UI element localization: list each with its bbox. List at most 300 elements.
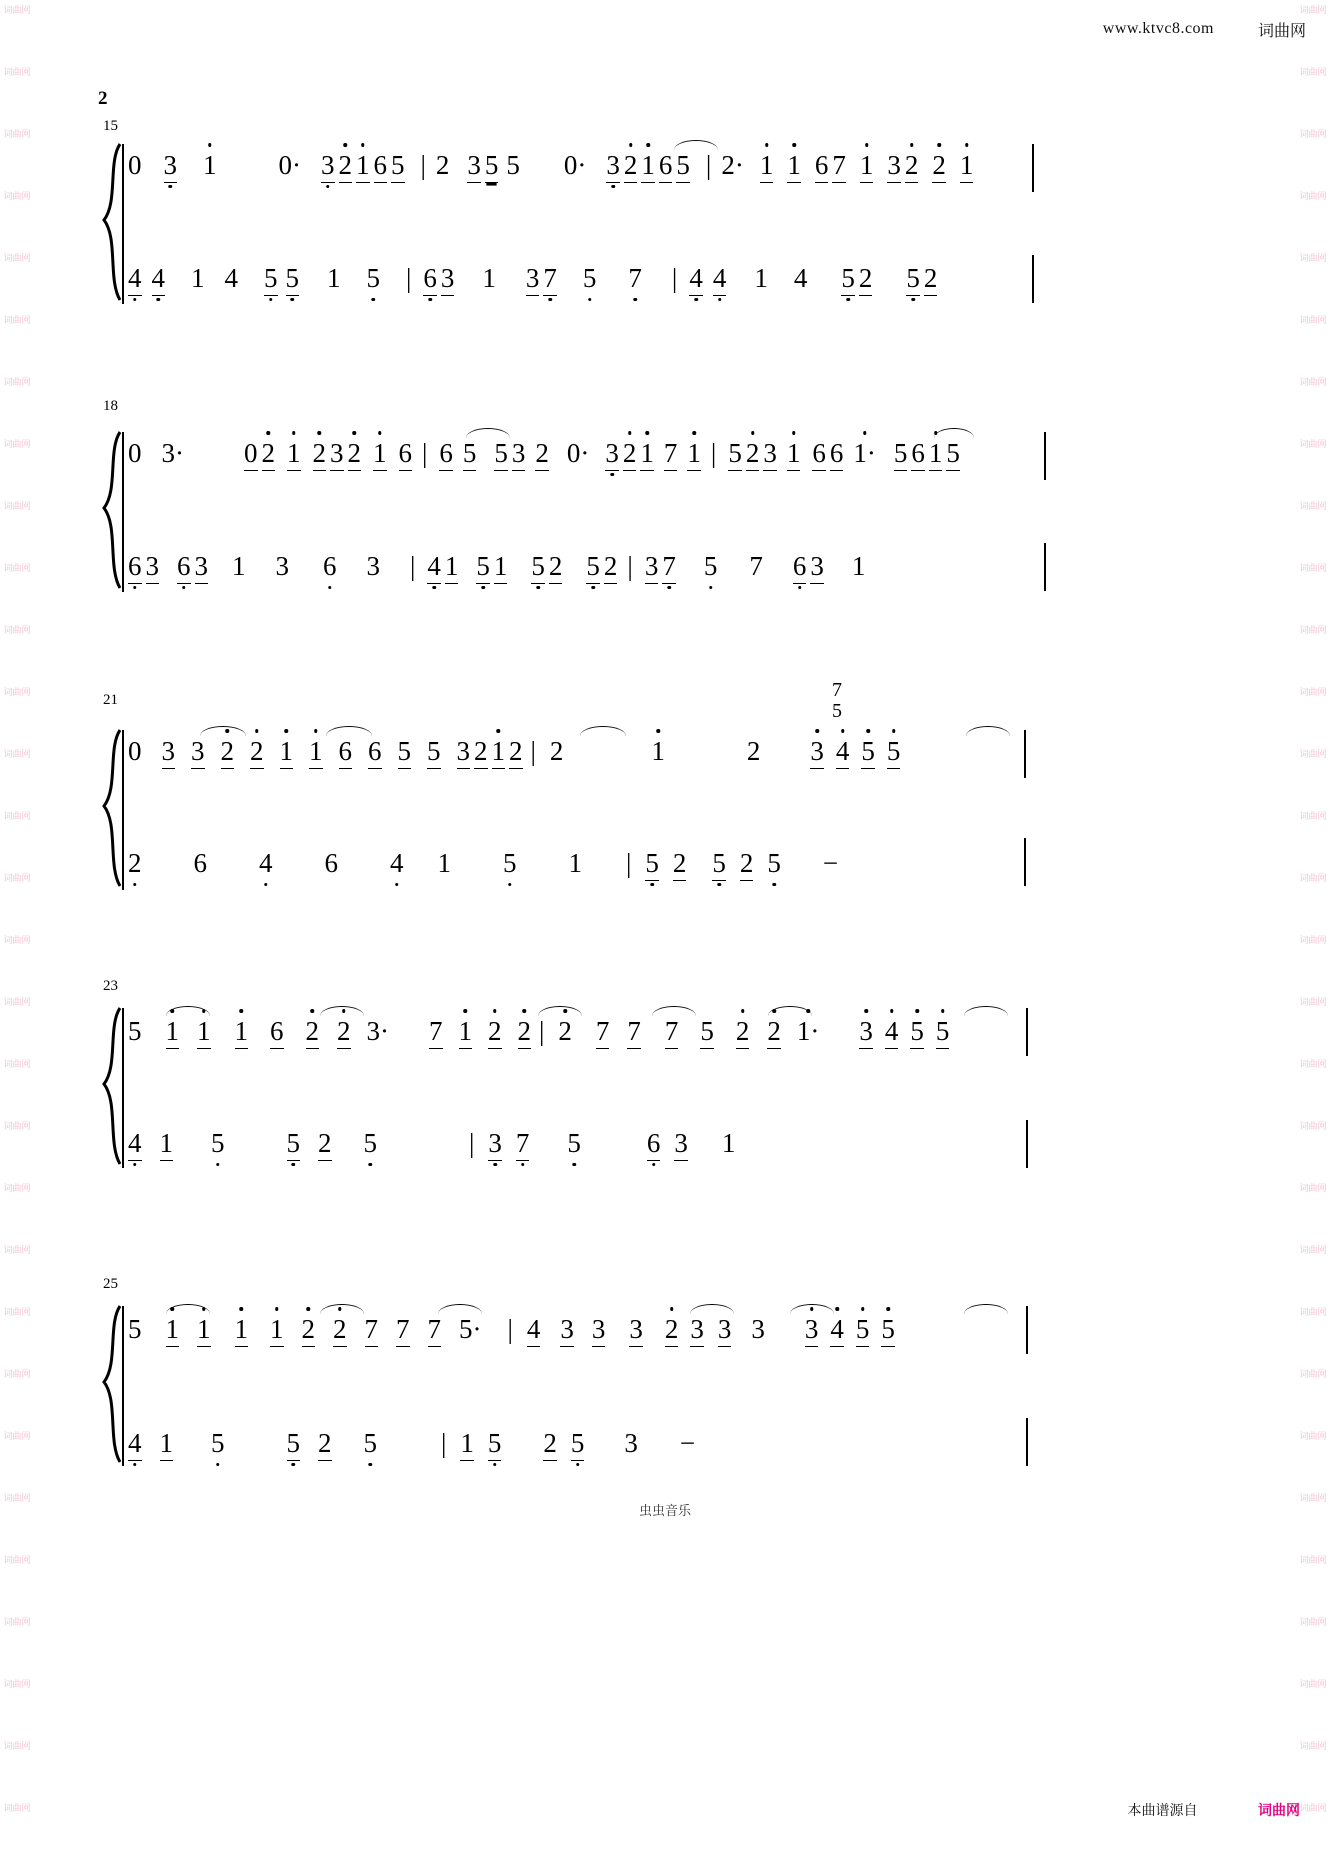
note: 5 [567,1128,581,1158]
note: 3 [146,553,160,584]
note: 7 [664,440,678,471]
note: 4 [259,848,273,878]
watermark-text: 词曲网 [3,998,31,1008]
watermark-text: 词曲网 [1299,812,1327,822]
chord-stack [832,680,842,722]
note: 6 [324,848,338,878]
note: 1 [235,1018,249,1049]
tie [326,726,372,736]
note: 2 [924,265,938,296]
note: 3 [330,440,344,471]
watermark-text: 词曲网 [3,1618,31,1628]
watermark-text: 词曲网 [3,1432,31,1442]
note: 2 [549,553,563,584]
note: 3 [887,152,901,183]
note: 7 [627,1018,641,1049]
note: 1 [160,1130,174,1161]
note: 1 [197,1316,211,1347]
footer-credit: 虫虫音乐 [638,1504,691,1519]
note: 7 [662,553,676,584]
note: 2 [339,152,353,183]
watermark-text: 词曲网 [1299,564,1327,574]
note: 1 [445,553,459,584]
note: 7 [516,1130,530,1161]
note: 2 [250,738,264,769]
barline [1024,730,1026,778]
note: 4 [793,263,808,293]
tie [690,1304,734,1314]
note: 5· [459,1314,482,1344]
tie [964,1006,1008,1016]
note: 0· [278,150,301,180]
note: 7 [665,1018,679,1049]
note: 7 [428,1316,442,1347]
left-hand-staff: 6 3 6 3 1 3 6 3 | 4 1 5 1 5 2 5 2 | 3 7 5 7 6 3 1 [124,553,1300,584]
note: 1 [754,263,768,293]
watermark-text: 词曲网 [3,502,31,512]
note: 5 [676,152,690,183]
watermark-text: 词曲网 [1299,1556,1327,1566]
note: 7 [543,265,557,296]
note: 5 [503,848,517,878]
measure-number: 18 [103,398,118,414]
note: 6 [177,553,191,584]
barline [1032,144,1034,192]
right-hand-staff: 5 1 1 1 1 2 2 7 7 7 5· | 4 3 3 3 2 3 3 3 3 4 5 5 [124,1316,1300,1347]
measure-number: 15 [103,118,118,134]
note: 3 [592,1316,606,1347]
note: 5 [264,265,278,296]
note: 3 [645,553,659,584]
note: 1 [459,1018,473,1049]
watermark-text: 词曲网 [1299,626,1327,636]
note: 3 [763,440,777,471]
note: 5 [488,1430,502,1461]
watermark-text: 词曲网 [3,378,31,388]
watermark-text: 词曲网 [3,192,31,202]
note: 5 [494,440,508,471]
watermark-text: 词曲网 [1299,1246,1327,1256]
note: 2 [435,150,450,180]
barline [1044,432,1046,480]
watermark-text: 词曲网 [3,1370,31,1380]
watermark-text: 词曲网 [3,1184,31,1194]
note: 4 [527,1316,541,1347]
watermark-text: 词曲网 [1299,1122,1327,1132]
note: 1 [860,152,874,183]
note: 7 [749,551,763,581]
note: 6 [323,551,337,581]
note: 0· [566,438,590,468]
note: 5 [861,738,875,769]
note: 2 [604,553,618,584]
note: 3 [164,152,178,183]
tie [934,428,974,438]
note: 3 [718,1316,732,1347]
watermark-text: 词曲网 [3,1308,31,1318]
note: 3 [606,152,620,183]
note: 5 [211,1428,225,1458]
note: 7 [596,1018,610,1049]
note: 1 [166,1018,180,1049]
note: 3 [690,1316,704,1347]
note: 5 [363,1428,377,1458]
site-url: www.ktvc8.com [1102,20,1214,37]
note: 1 [960,152,974,183]
note: 1 [160,1430,174,1461]
note: 4 [713,265,727,296]
note: 0 [244,440,258,471]
note: 2 [746,440,760,471]
watermark-text: 词曲网 [3,1804,31,1814]
note: 5 [398,738,412,769]
note: 5 [128,1016,142,1046]
note: 3 [560,1316,574,1347]
note: 5 [906,265,920,296]
note: 2 [623,440,637,471]
tie [966,726,1010,736]
note: 1 [760,152,774,183]
note: 6 [830,440,844,471]
note: 2 [736,1018,750,1049]
note: 5 [841,265,855,296]
note: 5 [582,263,597,293]
note: 5 [936,1018,950,1049]
left-hand-staff: 4 4 1 4 5 5 1 5 | 6 3 1 3 7 5 7 | 4 4 1 4 5 2 5 2 [124,265,1300,296]
watermark-text: 词曲网 [3,750,31,760]
note: 2 [767,1018,781,1049]
note: 5 [363,1128,377,1158]
note: 5 [712,850,726,881]
watermark-text: 词曲网 [1299,1184,1327,1194]
watermark-text: 词曲网 [1299,1742,1327,1752]
note: 1 [197,1018,211,1049]
watermark-text: 词曲网 [3,936,31,946]
note: 5 [391,152,405,183]
watermark-text: 词曲网 [3,874,31,884]
note: 6 [793,553,807,584]
page-number: 2 [98,88,108,109]
note: 2 [337,1018,351,1049]
note: 2 [746,736,761,766]
note: 3 [441,265,455,296]
note: 5 [703,551,718,581]
note: 1 [460,1430,474,1461]
watermark-text: 词曲网 [1299,254,1327,264]
tie [438,1304,482,1314]
note: 3 [859,1018,873,1049]
watermark-text: 词曲网 [3,316,31,326]
note: 6 [270,1018,284,1049]
measure-number: 21 [103,692,118,708]
note: 2 [740,850,754,881]
watermark-text: 词曲网 [3,1556,31,1566]
note: 5 [767,848,781,878]
note: 5 [571,1430,585,1461]
note: 2 [221,738,235,769]
note: 2 [558,1016,572,1046]
note: 1 [327,263,341,293]
note: 3 [321,152,335,183]
note: 3 [526,265,540,296]
note: 3· [366,1016,389,1046]
watermark-text: 词曲网 [3,626,31,636]
watermark-text: 词曲网 [1299,1370,1327,1380]
right-hand-staff: 5 1 1 1 6 2 2 3· 7 1 2 2 | 2 7 7 7 5 2 2 1· 3 4 5 5 [124,1018,1300,1049]
note: 7 [628,263,642,293]
note: 5 [366,263,380,293]
note: 0 [128,438,142,468]
note: 1 [232,551,246,581]
note-dash: − [679,1428,696,1458]
watermark-text: 词曲网 [1299,316,1327,326]
note: 6 [339,738,353,769]
note: 1 [640,440,654,471]
note: 5 [485,152,499,183]
watermark-text: 词曲网 [1299,688,1327,698]
note: 6 [374,152,388,183]
watermark-text: 词曲网 [1299,378,1327,388]
note-dash: − [822,848,839,878]
note: 5 [286,265,300,296]
note: 1 [929,440,943,471]
note: 4 [390,848,404,878]
barline [1044,543,1046,591]
note: 1 [309,738,323,769]
barline [1026,1306,1028,1354]
tie [466,428,510,438]
note: 4 [152,265,166,296]
watermark-text: 词曲网 [3,1122,31,1132]
note: 7 [365,1316,379,1347]
note: 6 [815,152,829,183]
tie [166,1304,210,1314]
watermark-text: 词曲网 [3,1494,31,1504]
tie [166,1006,210,1016]
note: 2 [128,848,142,878]
tie [964,1304,1008,1314]
note: 5 [506,150,520,180]
note: 1 [651,736,665,766]
chord-bottom: 5 [832,700,842,722]
note: 2 [673,850,687,881]
measure-number: 23 [103,978,118,994]
left-hand-staff: 2 6 4 6 4 1 5 1 | 5 2 5 2 5 − [124,848,1300,881]
tie [538,1006,582,1016]
tie [790,1304,834,1314]
note: 5 [946,440,960,471]
note: 4 [128,1130,142,1161]
note: 1 [373,440,387,471]
watermark-text: 词曲网 [3,564,31,574]
barline [1024,838,1026,886]
note: 1 [280,738,294,769]
note: 3 [195,553,209,584]
measure-number: 25 [103,1276,118,1292]
watermark-text: 词曲网 [3,1742,31,1752]
note: 5 [586,553,600,584]
note: 6 [911,440,925,471]
barline [1026,1120,1028,1168]
note: 1 [191,263,205,293]
barline [1032,255,1034,303]
watermark-text: 词曲网 [1299,998,1327,1008]
site-name: 词曲网 [1257,21,1306,40]
note: 4 [128,1430,142,1461]
note: 0· [563,150,587,180]
note: 7 [832,152,846,183]
note: 5 [894,440,908,471]
note: 3 [191,738,205,769]
note: 2 [905,152,919,183]
note: 0 [128,736,142,766]
note: 5 [910,1018,924,1049]
note: 3 [366,551,380,581]
note: 2 [549,736,564,766]
chord-top: 7 [832,679,842,701]
note: 5 [856,1316,870,1347]
watermark-text: 词曲网 [1299,68,1327,78]
note: 2 [313,440,327,471]
note: 2 [348,440,362,471]
watermark-text: 词曲网 [1299,1804,1327,1814]
tie [320,1304,364,1314]
watermark-text: 词曲网 [1299,1060,1327,1070]
watermark-text: 词曲网 [1299,936,1327,946]
watermark-text: 词曲网 [1299,440,1327,450]
note: 4 [427,553,441,584]
note: 5 [463,440,477,471]
note: 4 [885,1018,899,1049]
note: 5 [881,1316,895,1347]
tie [674,140,718,150]
watermark-strip-left [0,0,34,1861]
note: 5 [211,1128,225,1158]
barline [1026,1418,1028,1466]
note: 3· [161,438,184,468]
note: 2 [859,265,873,296]
note: 2 [543,1430,557,1461]
note: 1 [356,152,370,183]
note: 5 [476,553,490,584]
note: 1 [482,263,496,293]
watermark-text: 词曲网 [3,1060,31,1070]
note: 3 [275,551,289,581]
note: 5 [645,850,659,881]
note: 1 [437,848,451,878]
note: 6 [439,440,453,471]
note: 3 [467,152,481,183]
note: 6 [659,152,673,183]
note: 5 [427,738,441,769]
note: 5 [287,1430,301,1461]
note: 5 [531,553,545,584]
note: 1 [235,1316,249,1347]
tie [580,726,626,736]
watermark-text: 词曲网 [1299,502,1327,512]
watermark-strip-right [1296,0,1330,1861]
note: 2 [474,738,488,769]
note: 2 [318,1130,332,1161]
note: 5 [128,1314,142,1344]
watermark-text: 词曲网 [3,812,31,822]
note: 6 [423,265,437,296]
note: 1 [851,551,866,581]
note: 7 [396,1316,410,1347]
note: 3 [512,440,526,471]
note: 1 [568,848,582,878]
note: 3 [751,1314,765,1344]
watermark-text: 词曲网 [3,1680,31,1690]
note: 3 [488,1130,502,1161]
watermark-text: 词曲网 [3,688,31,698]
tie [768,1006,812,1016]
note: 1· [853,438,876,468]
watermark-text: 词曲网 [3,130,31,140]
note: 3 [605,440,619,471]
note: 4 [224,263,238,293]
watermark-text: 词曲网 [3,68,31,78]
note: 6 [193,848,207,878]
note: 2 [333,1316,347,1347]
watermark-text: 词曲网 [1299,874,1327,884]
note: 1 [641,152,655,183]
note: 5 [287,1130,301,1161]
note: 3 [674,1130,688,1161]
note: 4 [689,265,703,296]
note: 5 [728,440,742,471]
note: 2 [518,1018,532,1049]
note: 4 [128,265,142,296]
note: 2 [318,1430,332,1461]
note: 3 [162,738,176,769]
watermark-text: 词曲网 [3,440,31,450]
tie [200,726,246,736]
note: 2 [509,738,523,769]
left-hand-staff: 4 1 5 5 2 5 | 3 7 5 6 3 1 [124,1130,1300,1161]
note: 2 [302,1316,316,1347]
note: 1 [787,152,801,183]
watermark-text: 词曲网 [1299,6,1327,16]
note: 5 [700,1018,714,1049]
watermark-text: 词曲网 [1299,1680,1327,1690]
note: 6 [647,1130,661,1161]
watermark-text: 词曲网 [1299,750,1327,760]
left-hand-staff: 4 1 5 5 2 5 | 1 5 2 5 3 − [124,1428,1300,1461]
note: 3 [810,738,824,769]
note: 2 [488,1018,502,1049]
note: 3 [457,738,471,769]
right-hand-staff: 0 3 3 2 2 1 1 6 6 5 5 3 2 1 2 | 2 1 2 3 4 5 5 [124,738,1300,769]
note: 1 [270,1316,284,1347]
note: 2 [665,1316,679,1347]
barline [1026,1008,1028,1056]
note: 4 [836,738,850,769]
note: 2 [262,440,276,471]
note: 2 [932,152,946,183]
note: 4 [830,1316,844,1347]
note: 0 [128,150,142,180]
note: 6 [368,738,382,769]
watermark-text: 词曲网 [3,254,31,264]
note: 6 [399,440,413,471]
watermark-text: 词曲网 [1299,1618,1327,1628]
note: 2 [624,152,638,183]
note: 1· [796,1016,820,1046]
footer-source-brand: 词曲网 [1258,1803,1300,1819]
tie [652,1006,696,1016]
note: 1 [203,150,217,180]
